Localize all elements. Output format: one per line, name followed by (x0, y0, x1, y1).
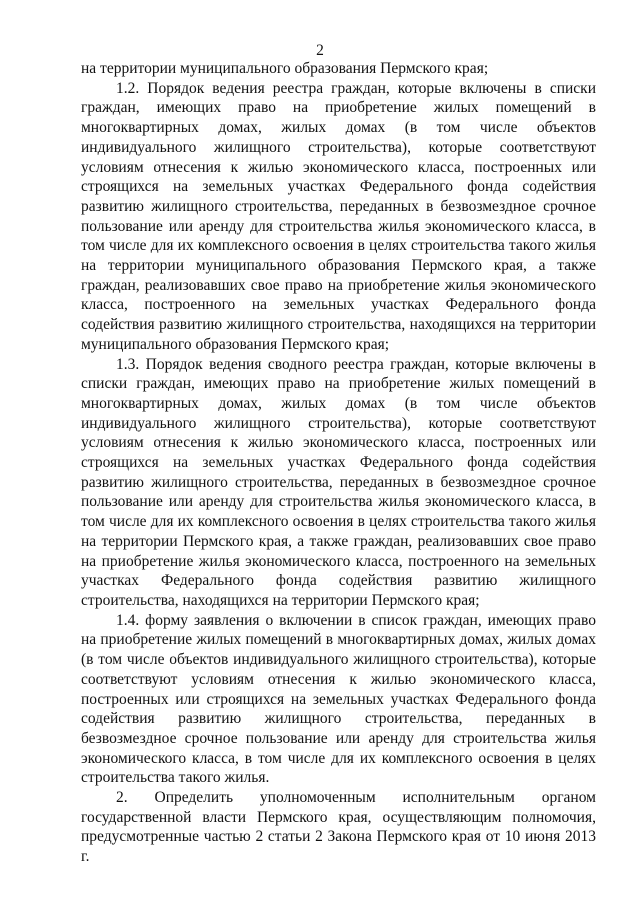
paragraph-continuation: на территории муниципального образования Пермского края; (81, 60, 489, 77)
paragraph-item-2: 2. Определить уполномоченным исполнительным органом государственной власти Пермского края, осуществляющим полномочия, предусмотренные частью 2 статьи 2 Закона Пермского края от 10 июня 2013 г. (81, 789, 596, 866)
paragraph-item-1-3: 1.3. Порядок ведения сводного реестра граждан, которые включены в списки граждан, имеющих право на приобретение жилых помещений в многоквартирных домах, жилых домах (в том числе объектов индивидуального жилищного строительства), которые соответствуют условиям отнесения к жилью экономического класса, построенных или строящихся на земельных участках Федерального фонда содействия развитию жилищного строительства, переданных в безвозмездное срочное пользование или аренду для строительства жилья экономического класса, в том числе для их комплексного освоения в целях строительства такого жилья на территории Пермского края, а также граждан, реализовавших свое право на приобретение жилья экономического класса, построенного на земельных участках Федерального фонда содействия развитию жилищного строительства, находящихся на территории Пермского края; (81, 355, 596, 609)
document-body (81, 59, 596, 867)
page-number: 2 (316, 42, 324, 59)
paragraph-item-1-4: 1.4. форму заявления о включении в список граждан, имеющих право на приобретение жилых помещений в многоквартирных домах, жилых домах (в том числе объектов индивидуального жилищного строительства), которые соответствуют условиям отнесения к жилью экономического класса, построенных или строящихся на земельных участках Федерального фонда содействия развитию жилищного строительства, переданных в безвозмездное срочное пользование или аренду для строительства жилья экономического класса, в том числе для их комплексного освоения в целях строительства такого жилья. (81, 611, 596, 787)
paragraph-item-1-2: 1.2. Порядок ведения реестра граждан, которые включены в списки граждан, имеющих право на приобретение жилых помещений в многоквартирных домах, жилых домах (в том числе объектов индивидуального жилищного строительства), которые соответствуют условиям отнесения к жилью экономического класса, построенных или строящихся на земельных участках Федерального фонда содействия развитию жилищного строительства, переданных в безвозмездное срочное пользование или аренду для строительства жилья экономического класса, в том числе для их комплексного освоения в целях строительства такого жилья на территории муниципального образования Пермского края, а также граждан, реализовавших свое право на приобретение жилья экономического класса, построенного на земельных участках Федерального фонда содействия развитию жилищного строительства, находящихся на территории муниципального образования Пермского края; (81, 79, 596, 353)
